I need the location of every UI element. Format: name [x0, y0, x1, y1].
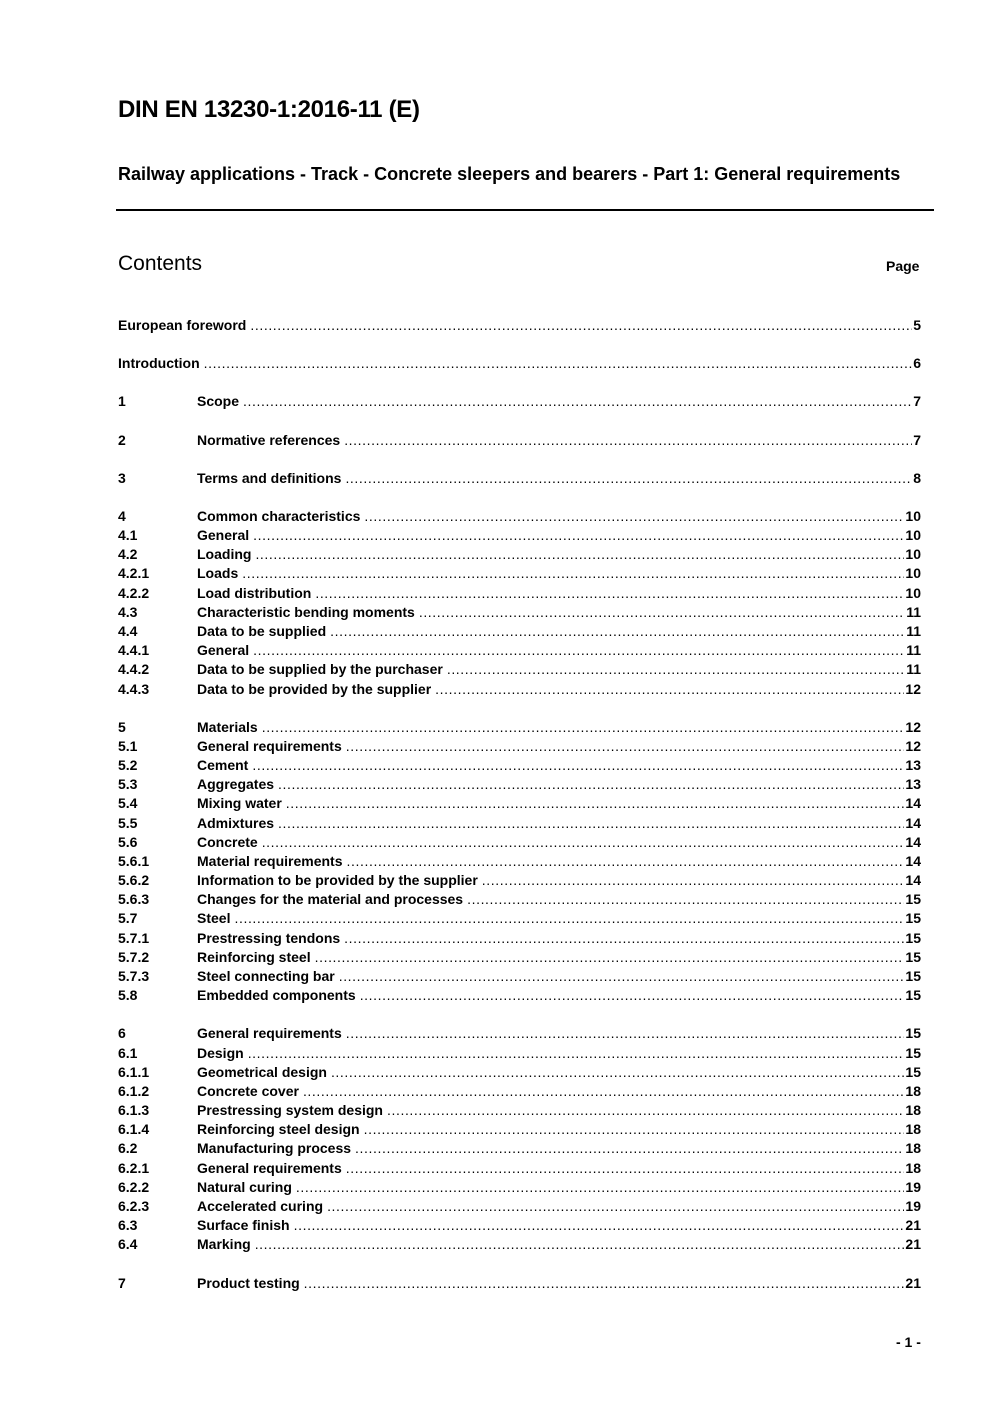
toc-entry-number: 4.2.1 — [118, 565, 150, 581]
toc-entry[interactable] — [118, 564, 921, 583]
toc-entry-number: 4.4.1 — [118, 642, 150, 658]
page-column-heading: Page — [886, 258, 920, 274]
toc-entry-label: Prestressing system design — [197, 1102, 383, 1118]
toc-entry-label: General requirements — [197, 1025, 342, 1041]
toc-entry-page: 15 — [905, 910, 921, 926]
toc-dot-leader — [346, 1024, 905, 1043]
toc-entry-number: 4.4.3 — [118, 681, 150, 697]
toc-entry-page: 15 — [905, 968, 921, 984]
toc-entry[interactable] — [118, 1274, 921, 1293]
toc-entry-number: 5.7.2 — [118, 949, 150, 965]
toc-entry[interactable] — [118, 852, 921, 871]
toc-entry[interactable] — [118, 316, 921, 335]
toc-entry-label: Characteristic bending moments — [197, 604, 415, 620]
toc-entry[interactable] — [118, 929, 921, 948]
toc-entry[interactable] — [118, 1216, 921, 1235]
toc-entry[interactable] — [118, 1178, 921, 1197]
toc-entry[interactable] — [118, 641, 921, 660]
toc-entry-number: 5.6.3 — [118, 891, 150, 907]
toc-entry[interactable] — [118, 1159, 921, 1178]
toc-entry[interactable] — [118, 584, 921, 603]
toc-entry-page: 10 — [905, 565, 921, 581]
toc-dot-leader — [344, 431, 912, 450]
toc-entry-number: 4.1 — [118, 527, 138, 543]
toc-entry-number: 5.1 — [118, 738, 138, 754]
toc-dot-leader — [315, 948, 905, 967]
toc-entry-page: 14 — [905, 853, 921, 869]
toc-dot-leader — [262, 718, 905, 737]
toc-entry-label: General — [197, 527, 250, 543]
toc-entry-number: 6.2 — [118, 1140, 138, 1156]
toc-entry-page: 10 — [905, 508, 921, 524]
toc-entry-number: 4.4.2 — [118, 661, 150, 677]
toc-entry-number: 5.2 — [118, 757, 138, 773]
toc-entry[interactable] — [118, 545, 921, 564]
toc-entry-number: 4 — [118, 508, 126, 524]
toc-dot-leader — [248, 1044, 905, 1063]
toc-entry-page: 21 — [905, 1236, 921, 1252]
toc-entry-page: 15 — [905, 987, 921, 1003]
toc-entry-number: 6.1 — [118, 1045, 138, 1061]
toc-dot-leader — [435, 680, 904, 699]
toc-entry-number: 5.6.1 — [118, 853, 150, 869]
toc-dot-leader — [242, 564, 904, 583]
toc-entry-label: Loading — [197, 546, 252, 562]
toc-entry-number: 6.3 — [118, 1217, 138, 1233]
toc-entry-label: Scope — [197, 393, 240, 409]
toc-dot-leader — [346, 737, 905, 756]
toc-entry-label: Data to be supplied by the purchaser — [197, 661, 443, 677]
toc-entry[interactable] — [118, 507, 921, 526]
toc-dot-leader — [296, 1178, 905, 1197]
toc-entry-page: 14 — [905, 872, 921, 888]
toc-dot-leader — [255, 545, 904, 564]
toc-entry[interactable] — [118, 775, 921, 794]
toc-entry-number: 5.7.1 — [118, 930, 150, 946]
toc-entry-page: 11 — [906, 661, 921, 677]
toc-entry[interactable] — [118, 794, 921, 813]
toc-entry[interactable] — [118, 354, 921, 373]
toc-entry[interactable] — [118, 1082, 921, 1101]
toc-dot-leader — [419, 603, 905, 622]
toc-entry-page: 10 — [905, 546, 921, 562]
toc-entry[interactable] — [118, 469, 921, 488]
toc-entry-number: 2 — [118, 432, 126, 448]
toc-entry-label: Concrete — [197, 834, 258, 850]
toc-entry[interactable] — [118, 1235, 921, 1254]
toc-entry-page: 18 — [905, 1160, 921, 1176]
toc-entry-page: 14 — [905, 795, 921, 811]
toc-entry[interactable] — [118, 948, 921, 967]
toc-entry-number: 4.3 — [118, 604, 138, 620]
toc-entry-page: 19 — [905, 1198, 921, 1214]
toc-entry-number: 5.4 — [118, 795, 138, 811]
toc-entry-page: 15 — [905, 949, 921, 965]
toc-entry-number: 5.6 — [118, 834, 138, 850]
toc-entry-page: 5 — [913, 317, 921, 333]
toc-entry-label: Reinforcing steel design — [197, 1121, 360, 1137]
toc-entry[interactable] — [118, 1101, 921, 1120]
toc-dot-leader — [250, 316, 912, 335]
toc-dot-leader — [355, 1139, 904, 1158]
toc-entry-label: Prestressing tendons — [197, 930, 341, 946]
toc-dot-leader — [243, 392, 912, 411]
toc-entry-label: Admixtures — [197, 815, 275, 831]
toc-entry-label: Reinforcing steel — [197, 949, 311, 965]
toc-entry-number: 7 — [118, 1275, 126, 1291]
toc-entry-number: 6.4 — [118, 1236, 138, 1252]
toc-dot-leader — [286, 794, 905, 813]
toc-entry[interactable] — [118, 871, 921, 890]
toc-entry[interactable] — [118, 680, 921, 699]
toc-entry-page: 6 — [913, 355, 921, 371]
toc-dot-leader — [252, 756, 904, 775]
toc-dot-leader — [262, 833, 905, 852]
toc-entry-number: 1 — [118, 393, 126, 409]
toc-entry[interactable] — [118, 986, 921, 1005]
toc-entry-page: 12 — [905, 681, 921, 697]
toc-entry-label: Common characteristics — [197, 508, 361, 524]
toc-dot-leader — [330, 622, 905, 641]
toc-dot-leader — [255, 1235, 905, 1254]
toc-entry-page: 15 — [905, 930, 921, 946]
toc-entry[interactable] — [118, 603, 921, 622]
toc-entry-label: Material requirements — [197, 853, 343, 869]
toc-entry-label: Product testing — [197, 1275, 300, 1291]
toc-entry-page: 12 — [905, 719, 921, 735]
toc-entry-label: Embedded components — [197, 987, 356, 1003]
toc-entry-number: 5.7.3 — [118, 968, 150, 984]
toc-entry-number: 4.2 — [118, 546, 138, 562]
toc-entry-page: 19 — [905, 1179, 921, 1195]
toc-entry-label: General — [197, 642, 250, 658]
toc-entry-label: Natural curing — [197, 1179, 292, 1195]
toc-entry-number: 6.1.1 — [118, 1064, 150, 1080]
toc-entry-label: Mixing water — [197, 795, 282, 811]
toc-entry-label: Information to be provided by the supplier — [197, 872, 478, 888]
toc-entry-number: 4.4 — [118, 623, 138, 639]
toc-entry[interactable] — [118, 1044, 921, 1063]
toc-entry[interactable] — [118, 622, 921, 641]
toc-dot-leader — [278, 775, 904, 794]
toc-entry[interactable] — [118, 814, 921, 833]
toc-dot-leader — [345, 469, 912, 488]
toc-entry-number: 6.2.3 — [118, 1198, 150, 1214]
toc-entry-label: Steel connecting bar — [197, 968, 335, 984]
toc-entry-number: 6.1.4 — [118, 1121, 150, 1137]
toc-entry-page: 18 — [905, 1083, 921, 1099]
toc-entry[interactable] — [118, 392, 921, 411]
toc-entry-number: 6.2.2 — [118, 1179, 150, 1195]
toc-entry-number: 6.2.1 — [118, 1160, 150, 1176]
toc-entry-label: Design — [197, 1045, 244, 1061]
toc-entry-number: 5.3 — [118, 776, 138, 792]
contents-heading: Contents — [118, 252, 203, 275]
toc-dot-leader — [304, 1274, 905, 1293]
toc-dot-leader — [347, 852, 905, 871]
toc-entry-page: 18 — [905, 1140, 921, 1156]
toc-entry-page: 15 — [905, 1064, 921, 1080]
toc-entry[interactable] — [118, 909, 921, 928]
toc-entry[interactable] — [118, 1139, 921, 1158]
toc-dot-leader — [331, 1063, 904, 1082]
toc-entry[interactable] — [118, 737, 921, 756]
toc-dot-leader — [204, 354, 913, 373]
toc-entry[interactable] — [118, 890, 921, 909]
toc-entry-label: Terms and definitions — [197, 470, 342, 486]
toc-entry-label: Cement — [197, 757, 249, 773]
document-id: DIN EN 13230-1:2016-11 (E) — [118, 96, 420, 123]
toc-entry-label: Data to be provided by the supplier — [197, 681, 432, 697]
toc-dot-leader — [364, 507, 904, 526]
toc-entry-number: 5 — [118, 719, 126, 735]
toc-entry-page: 18 — [905, 1102, 921, 1118]
toc-entry-number: 5.7 — [118, 910, 138, 926]
toc-entry-page: 14 — [905, 834, 921, 850]
toc-entry[interactable] — [118, 967, 921, 986]
toc-entry[interactable] — [118, 1120, 921, 1139]
toc-entry[interactable] — [118, 756, 921, 775]
toc-entry-label: Load distribution — [197, 585, 312, 601]
toc-entry[interactable] — [118, 1063, 921, 1082]
toc-entry-page: 15 — [905, 891, 921, 907]
toc-entry-page: 11 — [906, 642, 921, 658]
title-divider — [116, 209, 934, 211]
toc-entry-label: General requirements — [197, 738, 342, 754]
toc-entry-page: 10 — [905, 585, 921, 601]
toc-entry-page: 7 — [913, 393, 921, 409]
document-title: Railway applications - Track - Concrete sleepers and bearers - Part 1: General requirements — [118, 164, 901, 184]
toc-dot-leader — [360, 986, 905, 1005]
toc-dot-leader — [315, 584, 904, 603]
toc-dot-leader — [253, 526, 904, 545]
toc-entry[interactable] — [118, 526, 921, 545]
toc-entry-number: 6.1.2 — [118, 1083, 150, 1099]
toc-entry-number: 3 — [118, 470, 126, 486]
toc-dot-leader — [339, 967, 905, 986]
toc-entry[interactable] — [118, 660, 921, 679]
toc-entry-page: 14 — [905, 815, 921, 831]
toc-entry-number: 4.2.2 — [118, 585, 150, 601]
toc-entry-label: Steel — [197, 910, 231, 926]
page-number: - 1 - — [896, 1334, 921, 1350]
toc-entry-label: Geometrical design — [197, 1064, 327, 1080]
toc-entry-page: 15 — [905, 1025, 921, 1041]
toc-dot-leader — [327, 1197, 904, 1216]
toc-dot-leader — [253, 641, 905, 660]
toc-dot-leader — [364, 1120, 905, 1139]
toc-entry-page: 21 — [905, 1275, 921, 1291]
toc-dot-leader — [467, 890, 904, 909]
toc-entry-page: 7 — [913, 432, 921, 448]
toc-entry-page: 15 — [905, 1045, 921, 1061]
toc-dot-leader — [447, 660, 905, 679]
toc-dot-leader — [482, 871, 905, 890]
toc-entry-page: 13 — [905, 757, 921, 773]
toc-dot-leader — [346, 1159, 905, 1178]
toc-entry-label: Loads — [197, 565, 239, 581]
toc-entry-number: 5.6.2 — [118, 872, 150, 888]
toc-entry-label: Accelerated curing — [197, 1198, 324, 1214]
toc-entry-label: Manufacturing process — [197, 1140, 352, 1156]
toc-dot-leader — [344, 929, 904, 948]
toc-entry-page: 18 — [905, 1121, 921, 1137]
toc-entry-label: Surface finish — [197, 1217, 290, 1233]
toc-dot-leader — [294, 1216, 905, 1235]
toc-entry-label: Aggregates — [197, 776, 275, 792]
toc-entry-label: Changes for the material and processes — [197, 891, 464, 907]
toc-entry-number: 6 — [118, 1025, 126, 1041]
toc-entry-number: 5.5 — [118, 815, 138, 831]
toc-dot-leader — [303, 1082, 904, 1101]
toc-entry[interactable] — [118, 1197, 921, 1216]
toc-entry[interactable] — [118, 833, 921, 852]
toc-entry-label: Marking — [197, 1236, 251, 1252]
toc-entry-number: 5.8 — [118, 987, 138, 1003]
toc-entry-page: 10 — [905, 527, 921, 543]
toc-entry-page: 11 — [906, 623, 921, 639]
toc-entry-label: Introduction — [118, 355, 200, 371]
toc-entry-label: Data to be supplied — [197, 623, 327, 639]
toc-entry-label: Materials — [197, 719, 258, 735]
toc-entry-label: Normative references — [197, 432, 341, 448]
toc-entry[interactable] — [118, 1024, 921, 1043]
toc-dot-leader — [387, 1101, 904, 1120]
toc-entry-page: 12 — [905, 738, 921, 754]
toc-entry-number: 6.1.3 — [118, 1102, 150, 1118]
toc-entry-label: European foreword — [118, 317, 247, 333]
toc-entry-page: 13 — [905, 776, 921, 792]
toc-dot-leader — [234, 909, 904, 928]
toc-entry[interactable] — [118, 431, 921, 450]
toc-entry-page: 21 — [905, 1217, 921, 1233]
toc-dot-leader — [278, 814, 904, 833]
toc-entry-label: General requirements — [197, 1160, 342, 1176]
toc-entry-label: Concrete cover — [197, 1083, 299, 1099]
toc-entry-page: 8 — [913, 470, 921, 486]
toc-entry[interactable] — [118, 718, 921, 737]
toc-entry-page: 11 — [906, 604, 921, 620]
